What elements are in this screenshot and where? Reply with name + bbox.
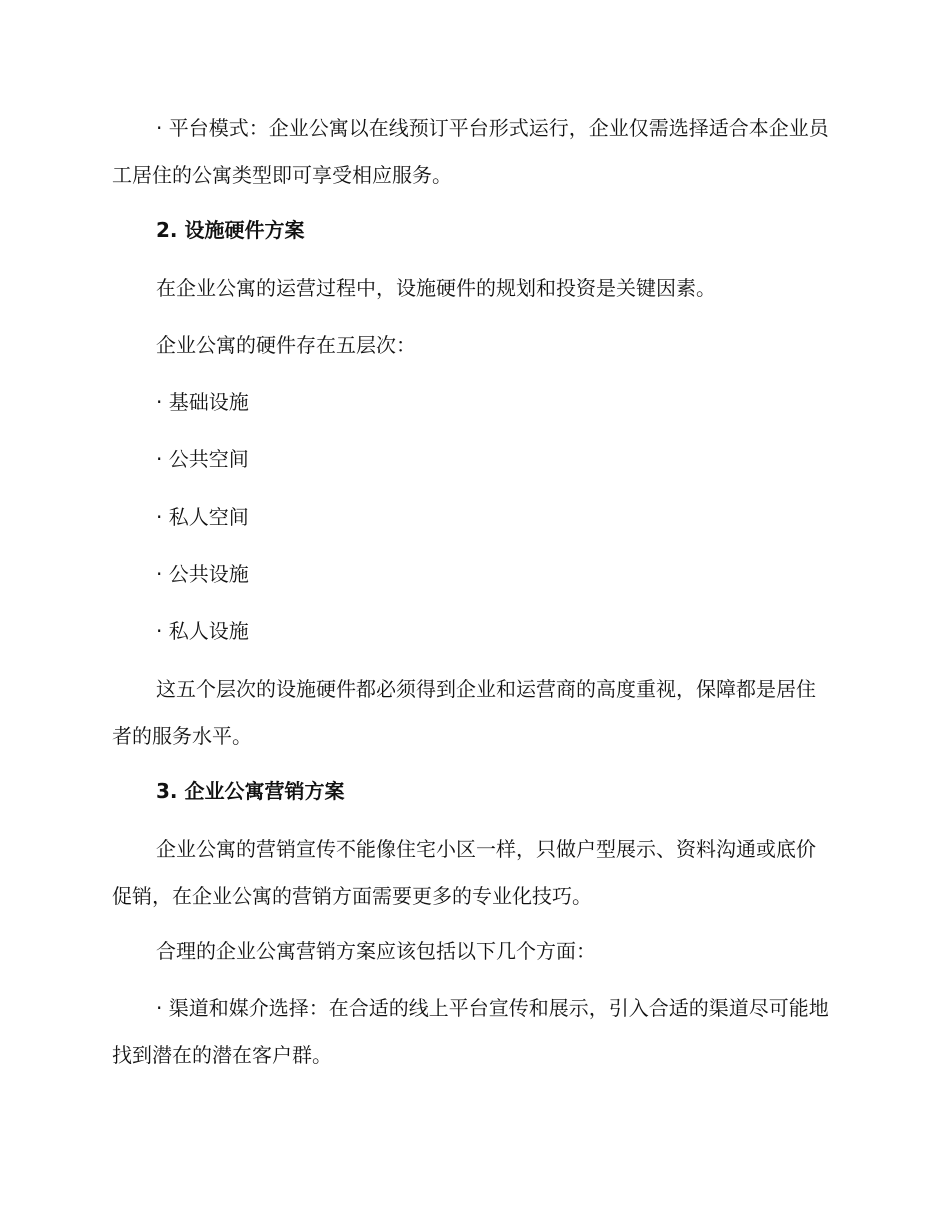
bullet-private-space: · 私人空间 (156, 505, 249, 529)
paragraph-facilities-intro: 在企业公寓的运营过程中，设施硬件的规划和投资是关键因素。 (156, 276, 716, 300)
paragraph-five-levels: 企业公寓的硬件存在五层次： (156, 333, 416, 357)
bullet-public-space: · 公共空间 (156, 447, 249, 471)
bullet-private-facilities: · 私人设施 (156, 619, 249, 643)
bullet-platform-mode: · 平台模式：企业公寓以在线预订平台形式运行，企业仅需选择适合本企业员工居住的公寓类型即可享受相应服务。 (112, 116, 829, 187)
paragraph-marketing-intro: 企业公寓的营销宣传不能像住宅小区一样，只做户型展示、资料沟通或底价促销，在企业公寓的营销方面需要更多的专业化技巧。 (112, 837, 816, 908)
bullet-channel-media: · 渠道和媒介选择：在合适的线上平台宣传和展示，引入合适的渠道尽可能地找到潜在的潜在客户群。 (112, 996, 829, 1067)
section-heading-facilities: 2. 设施硬件方案 (156, 218, 305, 242)
section-heading-marketing: 3. 企业公寓营销方案 (156, 779, 345, 803)
paragraph-marketing-plan: 合理的企业公寓营销方案应该包括以下几个方面： (156, 939, 596, 963)
bullet-public-facilities: · 公共设施 (156, 562, 249, 586)
paragraph-five-levels-importance: 这五个层次的设施硬件都必须得到企业和运营商的高度重视，保障都是居住者的服务水平。 (112, 677, 816, 748)
bullet-infrastructure: · 基础设施 (156, 390, 249, 414)
